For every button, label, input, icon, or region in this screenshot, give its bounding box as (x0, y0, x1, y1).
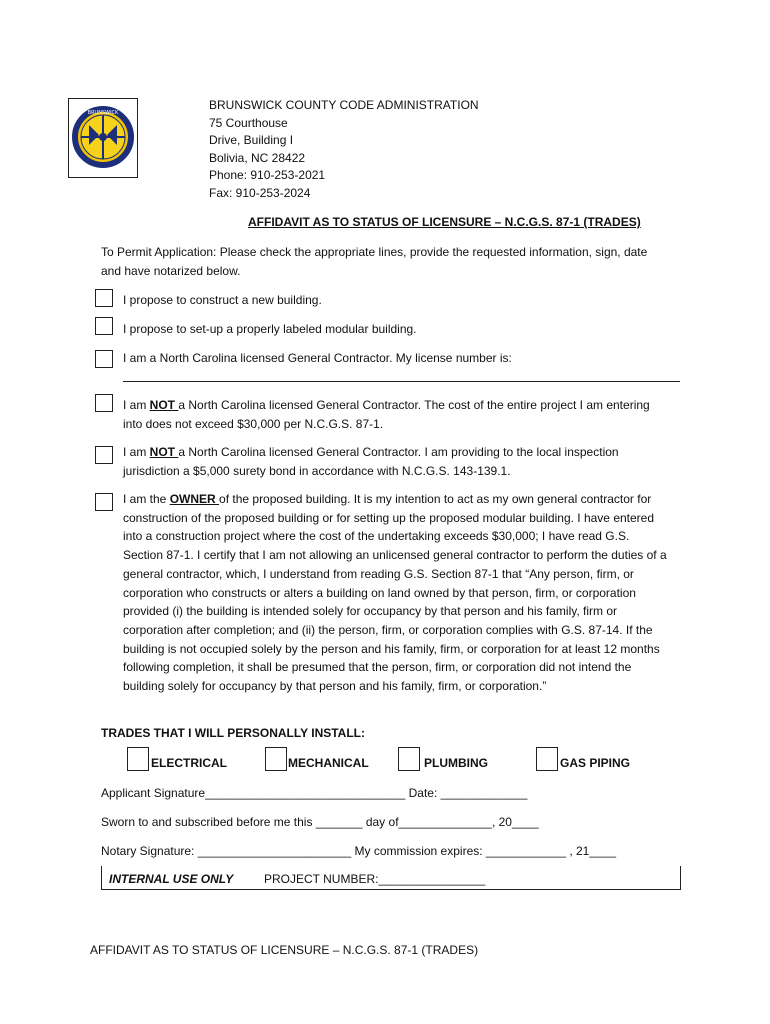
option-text: I am the (123, 492, 170, 506)
option-text: a North Carolina licensed General Contractor. The cost of the entire project I am entering into does not exceed $30,000 per N.C.G.S. 87-1. (123, 398, 650, 431)
option-not-licensed-bond (123, 443, 663, 480)
project-number-field[interactable]: PROJECT NUMBER:________________ (264, 872, 486, 886)
option-owner (123, 490, 671, 696)
checkbox-not-licensed-under-30k[interactable] (95, 394, 113, 412)
option-not-licensed-under-30k (123, 396, 663, 433)
form-title: AFFIDAVIT AS TO STATUS OF LICENSURE – N.C.G.S. 87-1 (TRADES) (248, 215, 641, 229)
not-emphasis: NOT (149, 398, 179, 412)
trade-electrical-label: ELECTRICAL (151, 756, 227, 770)
owner-emphasis: OWNER (169, 492, 220, 506)
trades-heading: TRADES THAT I WILL PERSONALLY INSTALL: (101, 726, 365, 740)
county-seal-icon (69, 99, 137, 177)
option-licensed: I am a North Carolina licensed General Contractor. My license number is: (123, 351, 512, 365)
checkbox-mechanical[interactable] (265, 747, 287, 771)
checkbox-plumbing[interactable] (398, 747, 420, 771)
trade-mechanical-label: MECHANICAL (288, 756, 369, 770)
address-line: Bolivia, NC 28422 (209, 150, 306, 165)
trade-plumbing-label: PLUMBING (424, 756, 488, 770)
option-new-building: I propose to construct a new building. (123, 293, 322, 307)
checkbox-new-building[interactable] (95, 289, 113, 307)
option-text: I am (123, 398, 150, 412)
checkbox-not-licensed-bond[interactable] (95, 446, 113, 464)
office-address (209, 97, 479, 203)
checkbox-gas-piping[interactable] (536, 747, 558, 771)
address-line: Phone: 910-253-2021 (209, 168, 326, 183)
applicant-signature-line[interactable]: Applicant Signature______________________________ Date: _____________ (101, 786, 528, 800)
option-text: of the proposed building. It is my intention to act as my own general contractor for construction of the proposed building or for setting up the proposed modular building. I have entered into a construction project where the cost of the undertaking exceeds $30,000; I have read G.S. Section 87-1. I certify that I am not allowing an unlicensed general contractor to perform the duties of a general contractor, which, I understand from reading G.S. Section 87-1 that “Any person, firm, or corporation who constructs or alters a building on land owned by that person, firm, or corporation provided (i) the building is intended solely for occupancy by that person and his family, firm or corporation after completion; and (ii) the person, firm, or corporation complies with G.S. 87-14. If the building is not occupied solely by the person and his family, firm, or corporation for at least 12 months following completion, it shall be presumed that the person, firm, or corporation did not intend the building solely for occupancy by that person and his family, firm, or corporation.” (123, 492, 667, 694)
notary-signature-line[interactable]: Notary Signature: _______________________ My commission expires: ____________ , 21____ (101, 844, 617, 858)
checkbox-modular[interactable] (95, 317, 113, 335)
option-text: a North Carolina licensed General Contractor. I am providing to the local inspection jurisdiction a $5,000 surety bond in accordance with N.C.G.S. 143-139.1. (123, 445, 619, 478)
option-modular: I propose to set-up a properly labeled modular building. (123, 322, 417, 336)
checkbox-owner[interactable] (95, 493, 113, 511)
page-footer: AFFIDAVIT AS TO STATUS OF LICENSURE – N.C.G.S. 87-1 (TRADES) (90, 943, 479, 957)
intro-text: To Permit Application: Please check the appropriate lines, provide the requested information, sign, date and have notarized below. (101, 245, 648, 278)
address-line: Drive, Building I (209, 133, 294, 148)
address-line: 75 Courthouse (209, 115, 288, 130)
svg-text:BRUNSWICK: BRUNSWICK (87, 110, 119, 116)
checkbox-electrical[interactable] (127, 747, 149, 771)
internal-use-label: INTERNAL USE ONLY (109, 872, 234, 886)
sworn-line[interactable]: Sworn to and subscribed before me this _______ day of______________, 20____ (101, 815, 539, 829)
county-seal-box (68, 98, 138, 178)
checkbox-licensed[interactable] (95, 350, 113, 368)
address-line: BRUNSWICK COUNTY CODE ADMINISTRATION (209, 98, 479, 112)
option-text: I am (123, 445, 150, 459)
not-emphasis: NOT (149, 445, 179, 459)
license-number-field[interactable] (123, 381, 680, 382)
trade-gas-piping-label: GAS PIPING (560, 756, 631, 770)
address-line: Fax: 910-253-2024 (209, 185, 311, 200)
